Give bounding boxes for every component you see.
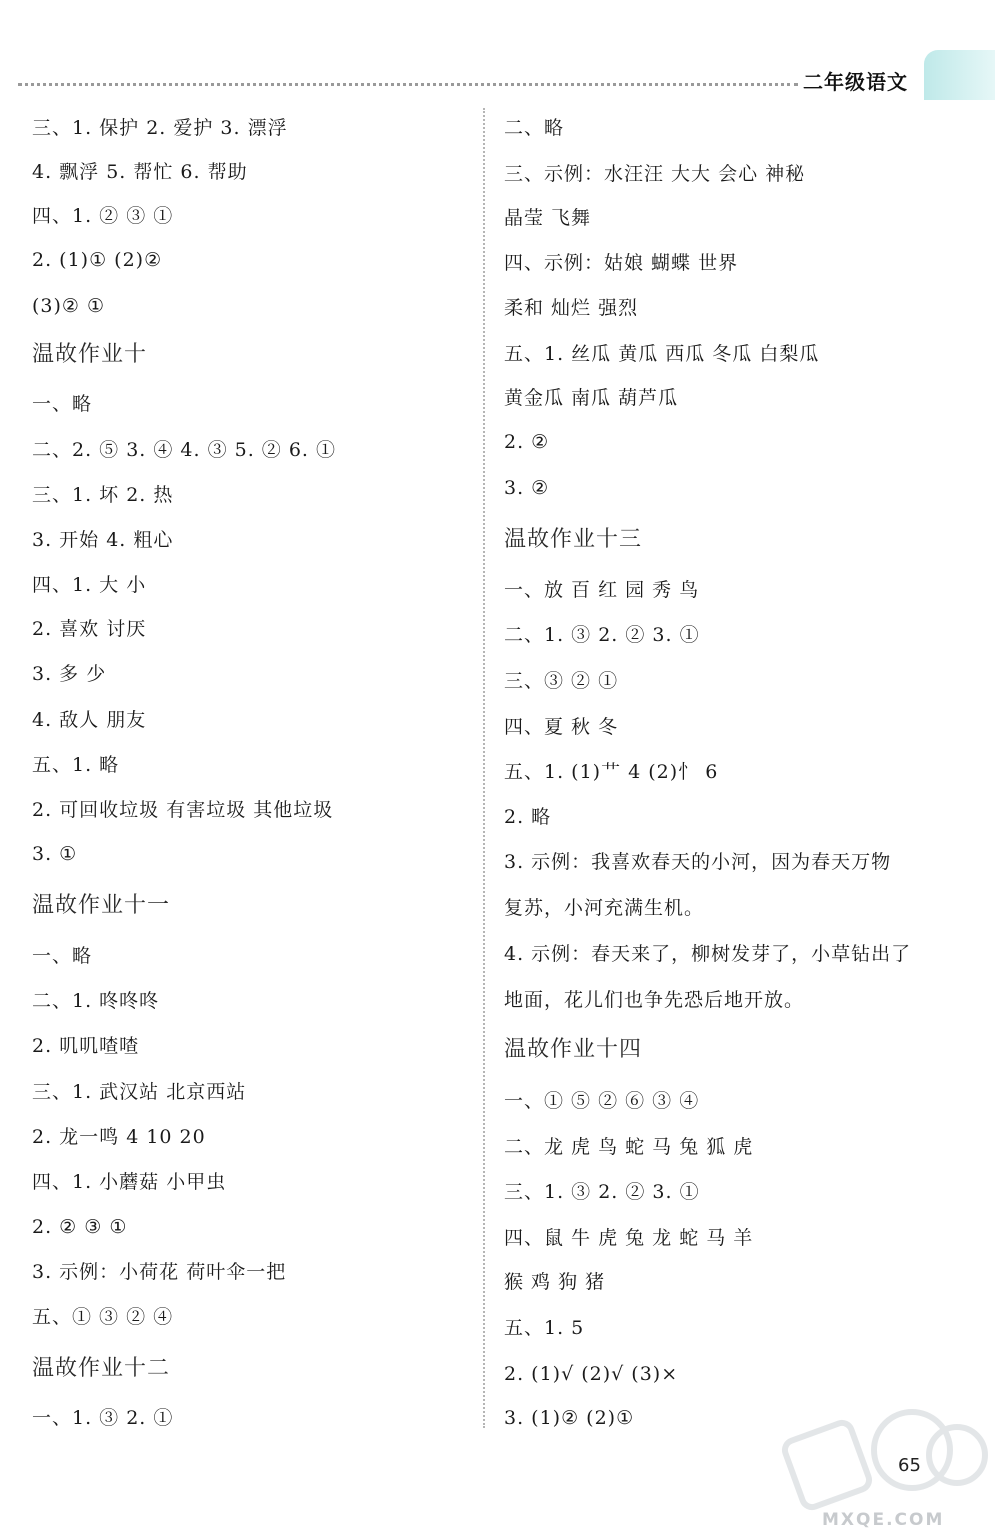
answer-line: 3. ①	[32, 843, 78, 865]
section-title: 温故作业十二	[32, 1356, 171, 1381]
answer-line: 三、1. ③ 2. ② 3. ①	[504, 1181, 700, 1203]
answer-line: 二、2. ⑤ 3. ④ 4. ③ 5. ② 6. ①	[32, 439, 336, 461]
answer-line: 五、1. 略	[32, 754, 120, 776]
header-title: 二年级语文	[803, 70, 908, 94]
answer-line: 三、1. 保护 2. 爱护 3. 漂浮	[32, 117, 288, 139]
answer-line: 地面，花儿们也争先恐后地开放。	[504, 989, 805, 1011]
answer-line: 2. 可回收垃圾 有害垃圾 其他垃圾	[32, 799, 334, 821]
answer-line: 2. ②	[504, 431, 550, 453]
answer-line: 2. 龙一鸣 4 10 20	[32, 1126, 206, 1148]
answer-line: 二、略	[504, 117, 565, 139]
column-divider	[483, 108, 485, 1428]
answer-line: 四、夏 秋 冬	[504, 716, 619, 738]
section-title: 温故作业十一	[32, 893, 171, 918]
answer-line: 三、1. 坏 2. 热	[32, 484, 174, 506]
answer-line: 晶莹 飞舞	[504, 207, 592, 229]
answer-line: 复苏，小河充满生机。	[504, 897, 705, 919]
answer-line: 2. 喜欢 讨厌	[32, 618, 147, 640]
section-title: 温故作业十三	[504, 527, 643, 552]
answer-line: 2. ② ③ ①	[32, 1216, 128, 1238]
answer-line: 3. 多 少	[32, 663, 107, 685]
answer-line: 4. 示例：春天来了，柳树发芽了，小草钻出了	[504, 943, 912, 965]
answer-line: 柔和 灿烂 强烈	[504, 297, 639, 319]
answer-line: 二、1. 咚咚咚	[32, 990, 160, 1012]
answer-line: 3. 示例：我喜欢春天的小河，因为春天万物	[504, 851, 892, 873]
answer-line: 一、1. ③ 2. ①	[32, 1407, 174, 1429]
header-dotted-line	[18, 83, 798, 86]
answer-line: 3. (1)② (2)①	[504, 1407, 635, 1429]
answer-line: 五、① ③ ② ④	[32, 1306, 174, 1328]
answer-line: 2. 叽叽喳喳	[32, 1035, 140, 1057]
answer-line: 三、1. 武汉站 北京西站	[32, 1081, 247, 1103]
answer-line: 2. (1)√ (2)√ (3)×	[504, 1363, 679, 1385]
answer-line: 二、1. ③ 2. ② 3. ①	[504, 624, 700, 646]
answer-line: 3. 示例：小荷花 荷叶伞一把	[32, 1261, 287, 1283]
answer-line: 一、略	[32, 393, 93, 415]
answer-line: (3)② ①	[32, 295, 106, 317]
watermark-text: MXQE.COM	[822, 1510, 945, 1530]
answer-line: 4. 飘浮 5. 帮忙 6. 帮助	[32, 161, 248, 183]
section-title: 温故作业十四	[504, 1037, 643, 1062]
answer-line: 三、示例：水汪汪 大大 会心 神秘	[504, 163, 806, 185]
answer-line: 五、1. (1)艹 4 (2)忄 6	[504, 761, 719, 783]
answer-line: 一、① ⑤ ② ⑥ ③ ④	[504, 1090, 700, 1112]
answer-line: 四、1. ② ③ ①	[32, 205, 174, 227]
answer-line: 四、1. 小蘑菇 小甲虫	[32, 1171, 227, 1193]
answer-line: 五、1. 丝瓜 黄瓜 西瓜 冬瓜 白梨瓜	[504, 343, 820, 365]
answer-line: 三、③ ② ①	[504, 670, 619, 692]
answer-line: 一、略	[32, 945, 93, 967]
answer-line: 五、1. 5	[504, 1317, 585, 1339]
answer-line: 3. ②	[504, 477, 550, 499]
answer-line: 四、1. 大 小	[32, 574, 147, 596]
answer-line: 黄金瓜 南瓜 葫芦瓜	[504, 387, 679, 409]
section-title: 温故作业十	[32, 342, 148, 367]
answer-line: 2. (1)① (2)②	[32, 249, 163, 271]
answer-line: 猴 鸡 狗 猪	[504, 1271, 606, 1293]
answer-line: 3. 开始 4. 粗心	[32, 529, 174, 551]
answer-line: 四、示例：姑娘 蝴蝶 世界	[504, 252, 739, 274]
answer-line: 二、龙 虎 鸟 蛇 马 兔 狐 虎	[504, 1136, 754, 1158]
answer-line: 一、放 百 红 园 秀 鸟	[504, 579, 700, 601]
answer-line: 4. 敌人 朋友	[32, 709, 147, 731]
header-tab	[924, 50, 995, 100]
answer-line: 2. 略	[504, 806, 552, 828]
answer-line: 四、鼠 牛 虎 兔 龙 蛇 马 羊	[504, 1227, 754, 1249]
page-number: 65	[898, 1455, 921, 1476]
